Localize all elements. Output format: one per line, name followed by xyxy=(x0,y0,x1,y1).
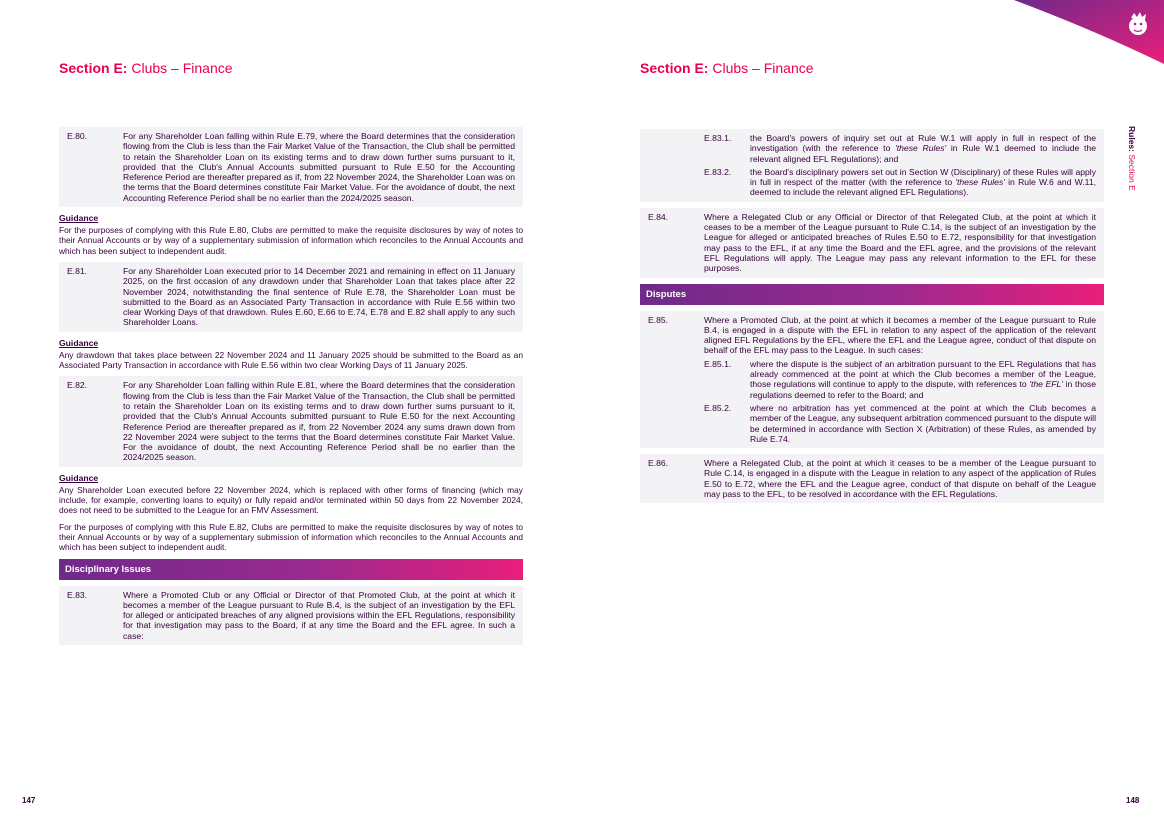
rule-e83-2 xyxy=(704,167,1096,198)
rule-number: E.80. xyxy=(67,131,88,141)
subrule-text: the Board's powers of inquiry set out at Rule W.1 will apply in full in respect of the investigation (with the reference to 'these Rules' in Rule W.1 deemed to include the relevant aligned EFL Regulations); and xyxy=(750,133,1096,164)
guidance-heading: Guidance xyxy=(59,213,99,224)
guidance-text: For the purposes of complying with this Rule E.82, Clubs are permitted to make the requisite disclosures by way of notes to their Annual Accounts or by way of a supplementary submission of information which reconciles to the Annual Accounts and which has been subject to independent audit. xyxy=(59,521,523,553)
rule-e85-1 xyxy=(648,359,1096,400)
subrule-number: E.83.1. xyxy=(704,133,732,143)
right-page xyxy=(582,0,1164,825)
corner-banner xyxy=(1014,0,1164,70)
disputes-heading: Disputes xyxy=(640,284,1104,305)
rule-e80 xyxy=(59,127,523,207)
rule-number: E.81. xyxy=(67,265,88,276)
guidance-text: Any Shareholder Loan executed before 22 November 2024, which is replaced with other forms of financing (which may include, for example, converting loans to equity) or fully repaid and/or terminated within 50 days from 22 November 2024, does not need to be submitted to the League for an FMV Assessment. xyxy=(59,484,523,516)
side-label-rest: Section E xyxy=(1127,154,1137,191)
rule-e83 xyxy=(59,586,523,645)
rule-e83-subrules xyxy=(640,129,1104,202)
section-title-bold: Section E: xyxy=(640,60,709,76)
rule-number: E.83. xyxy=(67,589,88,600)
rule-text: Where a Promoted Club or any Official or Director of that Promoted Club, at the point at which it becomes a member of the League pursuant to Rule B.4, is the subject of an investigation by the EFL for alleged or anticipated breaches of any aligned provisions within the EFL Regulations, responsibility for that investigation may pass to the Board, if at any time the Board and the EFL agree. In such a case: xyxy=(123,589,515,641)
section-title-rest: Clubs – Finance xyxy=(131,60,233,76)
rule-number: E.84. xyxy=(648,211,669,222)
section-title-left xyxy=(59,60,233,76)
rule-number: E.85. xyxy=(648,314,669,325)
rule-text: Where a Relegated Club, at the point at which it ceases to be a member of the League pursuant to Rule C.14, is engaged in a dispute with the League in relation to any aspect of the application of Rules E.50 to E.72, where the EFL and the League agree, conduct of that dispute on behalf of the League may pass to the EFL, to be resolved in accordance with the EFL Regulations. xyxy=(704,458,1096,500)
page-number-right: 148 xyxy=(1126,796,1140,805)
rule-number: E.82. xyxy=(67,380,88,391)
left-column xyxy=(59,127,523,651)
right-column xyxy=(640,129,1104,509)
rule-text: Where a Promoted Club, at the point at which it becomes a member of the League pursuant to Rule B.4, is engaged in a dispute with the EFL in relation to any aspect of the application of the relevant aligned EFL Regulations by the EFL, where the EFL and the League agree, conduct of that dispute on behalf of the EFL may pass to the League. In such cases: xyxy=(704,314,1096,356)
guidance-heading: Guidance xyxy=(59,337,99,348)
guidance-text: Any drawdown that takes place between 22 November 2024 and 11 January 2025 should be submitted to the Board as an Associated Party Transaction in accordance with Rule E.56 within two clear Working Days of 11 January 2025. xyxy=(59,349,523,371)
rule-text: For any Shareholder Loan falling within Rule E.81, where the Board determines that the consideration flowing from the Club is less than the Fair Market Value of the Transaction, the Club shall be permitted to retain the Shareholder Loan on its existing terms and to draw down further sums pursuant to it, provided that the Club's Annual Accounts submitted pursuant to Rule E.50 for the next Accounting Reference Period are thereafter prepared as if, from 22 November 2024 any sums drawn down from 22 November 2024 were subject to the terms that the Board determines constitute Fair Market Value. For the avoidance of doubt, the next Accounting Reference Period shall be no earlier than the 2024/2025 season. xyxy=(123,380,515,463)
subrule-text: where the dispute is the subject of an arbitration pursuant to the EFL Regulations that has already commenced at the point at which the Club becomes a member of the League, those regulations will continue to apply to the dispute, with references to 'the EFL' in those regulations deemed to refer to the Board; and xyxy=(750,358,1096,400)
rule-number: E.86. xyxy=(648,458,669,469)
rule-e84 xyxy=(640,208,1104,278)
rule-e85-2 xyxy=(648,403,1096,444)
rule-text: For any Shareholder Loan falling within Rule E.79, where the Board determines that the consideration flowing from the Club is less than the Fair Market Value of the Transaction, the Club shall be permitted to retain the Shareholder Loan on its existing terms and to draw down further sums pursuant to it, provided that the Club's Annual Accounts submitted pursuant to Rule E.50 for the Accounting Reference Period are thereafter prepared as if, from 22 November 2024, the Shareholder Loan was on the terms that the Board determines constitute Fair Market Value. For the avoidance of doubt, the next Accounting Reference Period shall be no earlier than the 2024/2025 season. xyxy=(123,131,515,203)
section-title-bold: Section E: xyxy=(59,60,128,76)
section-title-right xyxy=(640,60,814,76)
guidance-heading: Guidance xyxy=(59,472,99,483)
disciplinary-issues-heading: Disciplinary Issues xyxy=(59,559,523,580)
rule-e85 xyxy=(640,311,1104,449)
rule-text: For any Shareholder Loan executed prior to 14 December 2021 and remaining in effect on 11 January 2025, on the first occasion of any drawdown under that Shareholder Loan that takes place after 22 November 2024, notwithstanding the final sentence of Rule E.78, the Shareholder Loan must be submitted to the Board as an Associated Party Transaction in accordance with Rule E.56 within two clear Working Days of that drawdown. Rules E.60, E.66 to E.74, E.78 and E.82 shall apply to any such Shareholder Loans. xyxy=(123,265,515,328)
subrule-text: where no arbitration has yet commenced at the point at which the Club becomes a member of the League, any subsequent arbitration commenced pursuant to the dispute will be determined in accordance with Section X (Arbitration) of these Rules, as amended by Rule E.74. xyxy=(750,402,1096,444)
rule-e86 xyxy=(640,454,1104,503)
side-section-label xyxy=(1127,126,1137,191)
section-title-rest: Clubs – Finance xyxy=(712,60,814,76)
rule-e82 xyxy=(59,376,523,466)
subrule-number: E.83.2. xyxy=(704,166,732,177)
subrule-number: E.85.1. xyxy=(704,358,732,369)
rule-e83-1 xyxy=(704,133,1096,164)
rule-e81 xyxy=(59,262,523,332)
page-number-left: 147 xyxy=(22,796,36,805)
guidance-text: For the purposes of complying with this Rule E.80, Clubs are permitted to make the requisite disclosures by way of notes to their Annual Accounts or by way of a supplementary submission of information which reconciles to the Annual Accounts and which has been subject to independent audit. xyxy=(59,225,523,256)
rule-text: Where a Relegated Club or any Official or Director of that Relegated Club, at the point at which it ceases to be a member of the League pursuant to Rule C.14, is the subject of an investigation by the League for alleged or anticipated breaches of Rules E.50 to E.72, responsibility for that investigation may pass to the EFL, if at any time the Board and the EFL agree, and the provisions of the relevant EFL Regulations will apply. The League may pass any relevant information to the EFL for these purposes. xyxy=(704,211,1096,274)
subrule-text: the Board's disciplinary powers set out in Section W (Disciplinary) of these Rules will apply in full in respect of the matter (with the reference to 'these Rules' in Rule W.6 and W.11, deemed to include the relevant aligned EFL Regulations). xyxy=(750,166,1096,198)
side-label-bold: Rules: xyxy=(1127,126,1137,152)
subrule-number: E.85.2. xyxy=(704,402,732,413)
